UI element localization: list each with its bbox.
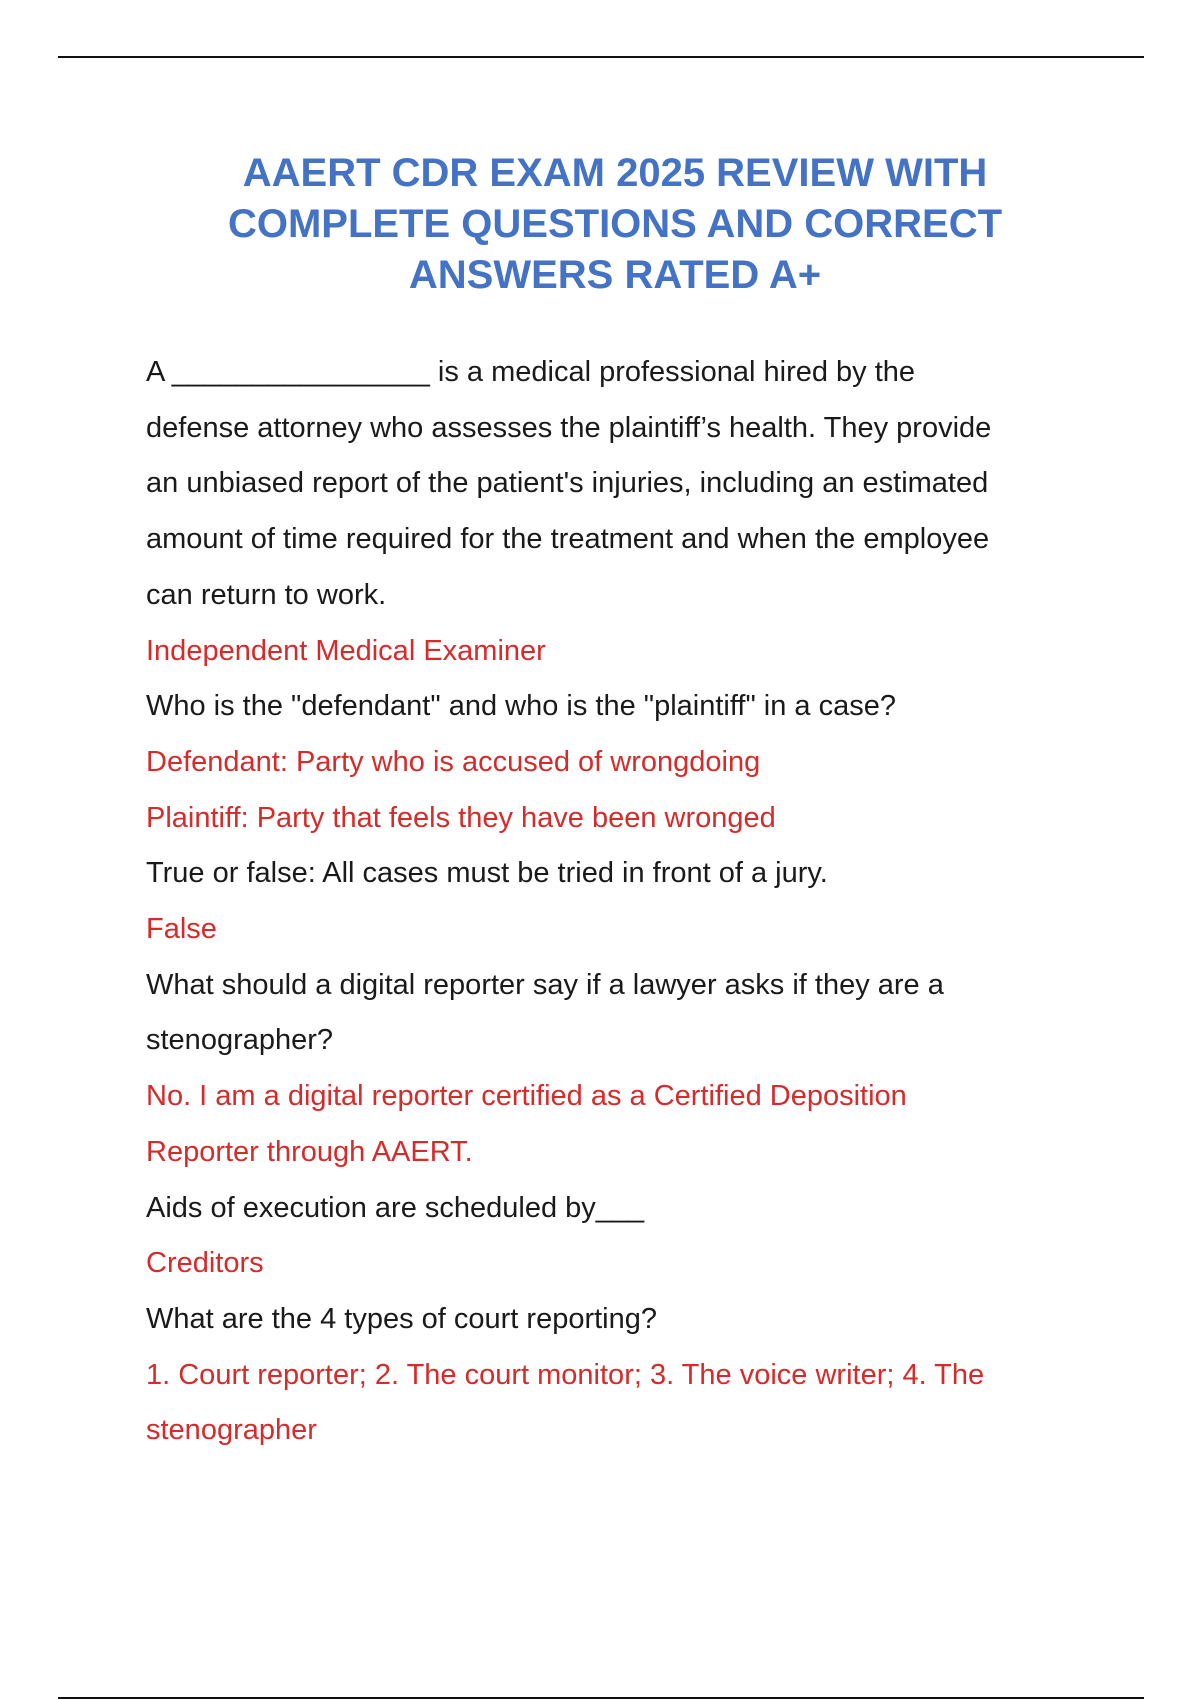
question-line: stenographer? bbox=[146, 1024, 334, 1057]
question-line: Who is the "defendant" and who is the "plaintiff" in a case? bbox=[146, 690, 896, 723]
answer-line: Creditors bbox=[146, 1247, 264, 1280]
question-line: amount of time required for the treatment and when the employee bbox=[146, 523, 990, 556]
top-rule bbox=[58, 56, 1144, 58]
answer-line: 1. Court reporter; 2. The court monitor; 3. The voice writer; 4. The bbox=[146, 1358, 985, 1391]
page-title bbox=[120, 148, 1110, 301]
question-line: True or false: All cases must be tried in front of a jury. bbox=[146, 857, 828, 890]
answer-line: stenographer bbox=[146, 1414, 317, 1447]
question-line: A ________________ is a medical professional hired by the bbox=[146, 356, 916, 388]
question-line: defense attorney who assesses the plaintiff’s health. They provide bbox=[146, 411, 992, 444]
title-line: ANSWERS RATED A+ bbox=[408, 253, 822, 297]
answer-line: Reporter through AAERT. bbox=[146, 1135, 473, 1168]
qa-body bbox=[146, 345, 1096, 1459]
answer-line: Defendant: Party who is accused of wrongdoing bbox=[146, 745, 761, 778]
question-line: What are the 4 types of court reporting? bbox=[146, 1302, 657, 1335]
question-line: What should a digital reporter say if a lawyer asks if they are a bbox=[146, 968, 944, 1001]
answer-line: Plaintiff: Party that feels they have been wronged bbox=[146, 801, 776, 834]
question-line: can return to work. bbox=[146, 578, 387, 611]
answer-line: No. I am a digital reporter certified as a Certified Deposition bbox=[146, 1080, 907, 1113]
title-line: COMPLETE QUESTIONS AND CORRECT bbox=[227, 202, 1003, 246]
answer-line: False bbox=[146, 913, 217, 946]
question-line: Aids of execution are scheduled by___ bbox=[146, 1191, 645, 1224]
title-line: AAERT CDR EXAM 2025 REVIEW WITH bbox=[242, 151, 988, 195]
answer-line: Independent Medical Examiner bbox=[146, 634, 546, 667]
bottom-rule bbox=[58, 1697, 1144, 1699]
question-line: an unbiased report of the patient's injuries, including an estimated bbox=[146, 467, 989, 500]
